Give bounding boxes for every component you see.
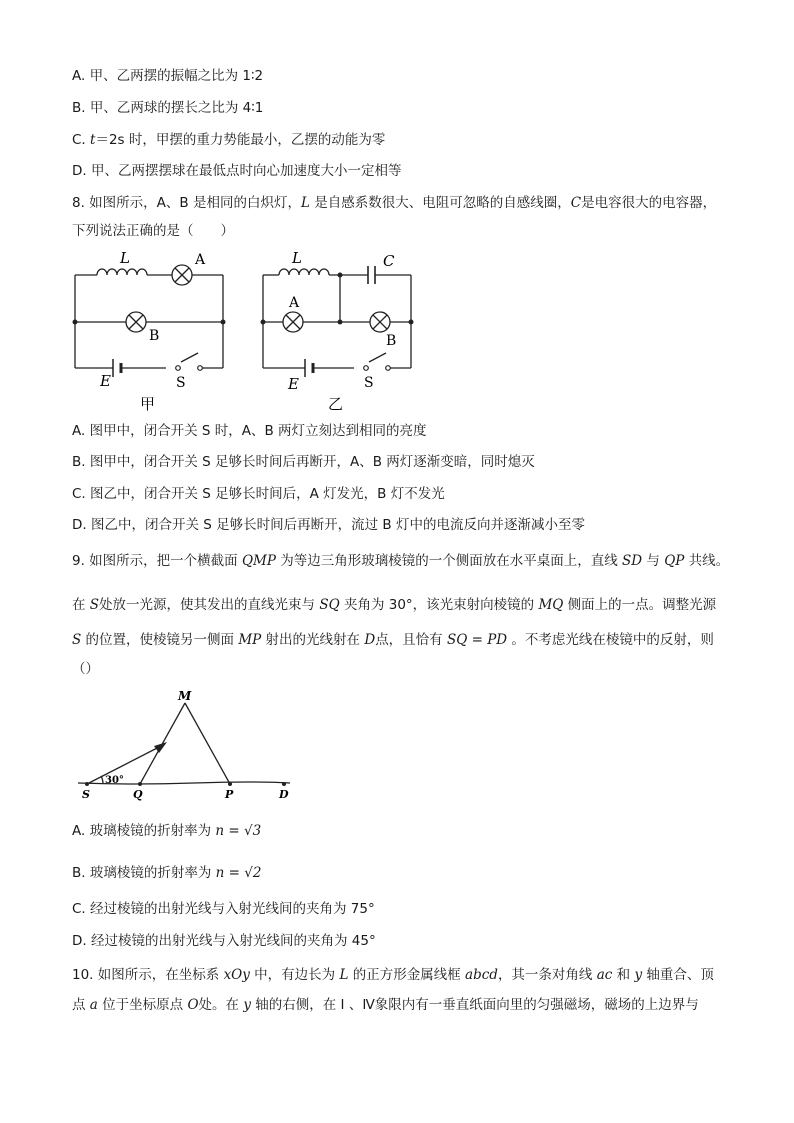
label-q: Q <box>133 788 143 801</box>
q9-option-b: B. 玻璃棱镜的折射率为 n = √2 <box>72 865 262 881</box>
label-s: S <box>82 788 90 801</box>
q7-option-b: B. 甲、乙两球的摆长之比为 4∶1 <box>72 100 264 116</box>
label-p: P <box>225 788 234 801</box>
label-l: L <box>120 249 130 267</box>
caption-yi: 乙 <box>328 395 344 413</box>
caption-jia: 甲 <box>140 395 156 413</box>
q9-stem-line4: （） <box>72 661 99 677</box>
battery-icon <box>305 359 313 377</box>
label-m: M <box>178 689 192 703</box>
switch-contact <box>386 366 391 371</box>
inductor-coil <box>279 269 329 275</box>
q8-option-d: D. 图乙中，闭合开关 S 足够长时间后再断开，流过 B 灯中的电流反向并逐渐减小至零 <box>72 517 585 533</box>
battery-icon <box>113 359 121 377</box>
label-l: L <box>292 249 302 267</box>
q9-option-c: C. 经过棱镜的出射光线与入射光线间的夹角为 75° <box>72 901 375 917</box>
switch-contact <box>198 366 203 371</box>
switch-contact <box>364 366 369 371</box>
q9-stem-line3: S 的位置，使棱镜另一侧面 MP 射出的光线射在 D点，且恰有 SQ = PD 。不考虑光线在棱镜中的反射，则 <box>72 632 714 648</box>
q8-option-a: A. 图甲中，闭合开关 S 时，A、B 两灯立刻达到相同的亮度 <box>72 423 427 439</box>
label-c: C <box>383 252 395 270</box>
capacitor-icon <box>368 266 375 284</box>
q9-stem-line1: 9. 如图所示，把一个横截面 QMP 为等边三角形玻璃棱镜的一个侧面放在水平桌面上，直线 SD 与 QP 共线。 <box>72 553 730 569</box>
label-d: D <box>279 788 289 801</box>
q7-option-c: C. t＝2s 时，甲摆的重力势能最小，乙摆的动能为零 <box>72 132 386 148</box>
inductor-coil <box>97 269 147 275</box>
lamp-b-icon <box>126 312 146 332</box>
label-s: S <box>176 375 186 391</box>
switch-contact <box>176 366 181 371</box>
q10-stem-line2: 点 a 位于坐标原点 O处。在 y 轴的右侧，在 Ⅰ 、Ⅳ象限内有一垂直纸面向里的匀强磁场，磁场的上边界与 <box>72 997 699 1013</box>
lamp-b-icon <box>370 312 390 332</box>
q9-stem-line2: 在 S处放一光源，使其发出的直线光束与 SQ 夹角为 30°，该光束射向棱镜的 MQ 侧面上的一点。调整光源 <box>72 597 717 613</box>
q9-option-d: D. 经过棱镜的出射光线与入射光线间的夹角为 45° <box>72 933 376 949</box>
label-b: B <box>149 328 160 344</box>
q8-stem-line2: 下列说法正确的是（ ） <box>72 223 234 239</box>
q8-option-c: C. 图乙中，闭合开关 S 足够长时间后，A 灯发光，B 灯不发光 <box>72 486 445 502</box>
q8-option-b: B. 图甲中，闭合开关 S 足够长时间后再断开，A、B 两灯逐渐变暗，同时熄灭 <box>72 454 535 470</box>
label-e: E <box>288 375 299 393</box>
lamp-a-icon <box>283 312 303 332</box>
beam-arrow-icon <box>154 742 167 753</box>
label-a: A <box>195 252 206 268</box>
label-s: S <box>364 375 374 391</box>
label-30deg: 30° <box>105 775 124 786</box>
label-e: E <box>100 372 111 390</box>
q10-stem-line1: 10. 如图所示，在坐标系 xOy 中，有边长为 L 的正方形金属线框 abcd，其一条对角线 ac 和 y 轴重合、顶 <box>72 967 714 983</box>
lamp-a-icon <box>172 265 192 285</box>
q7-option-a: A. 甲、乙两摆的振幅之比为 1∶2 <box>72 68 264 84</box>
prism-diagram <box>74 688 304 803</box>
circuit-diagram-yi <box>256 244 426 414</box>
label-b: B <box>386 333 397 349</box>
q9-option-a: A. 玻璃棱镜的折射率为 n = √3 <box>72 823 262 839</box>
label-a: A <box>289 295 300 311</box>
q8-stem: 8. 如图所示，A、B 是相同的白炽灯，L 是自感系数很大、电阻可忽略的自感线圈，C是电容很大的电容器， <box>72 195 717 211</box>
circuit-diagram-jia <box>66 244 236 414</box>
q7-option-d: D. 甲、乙两摆摆球在最低点时向心加速度大小一定相等 <box>72 163 402 179</box>
